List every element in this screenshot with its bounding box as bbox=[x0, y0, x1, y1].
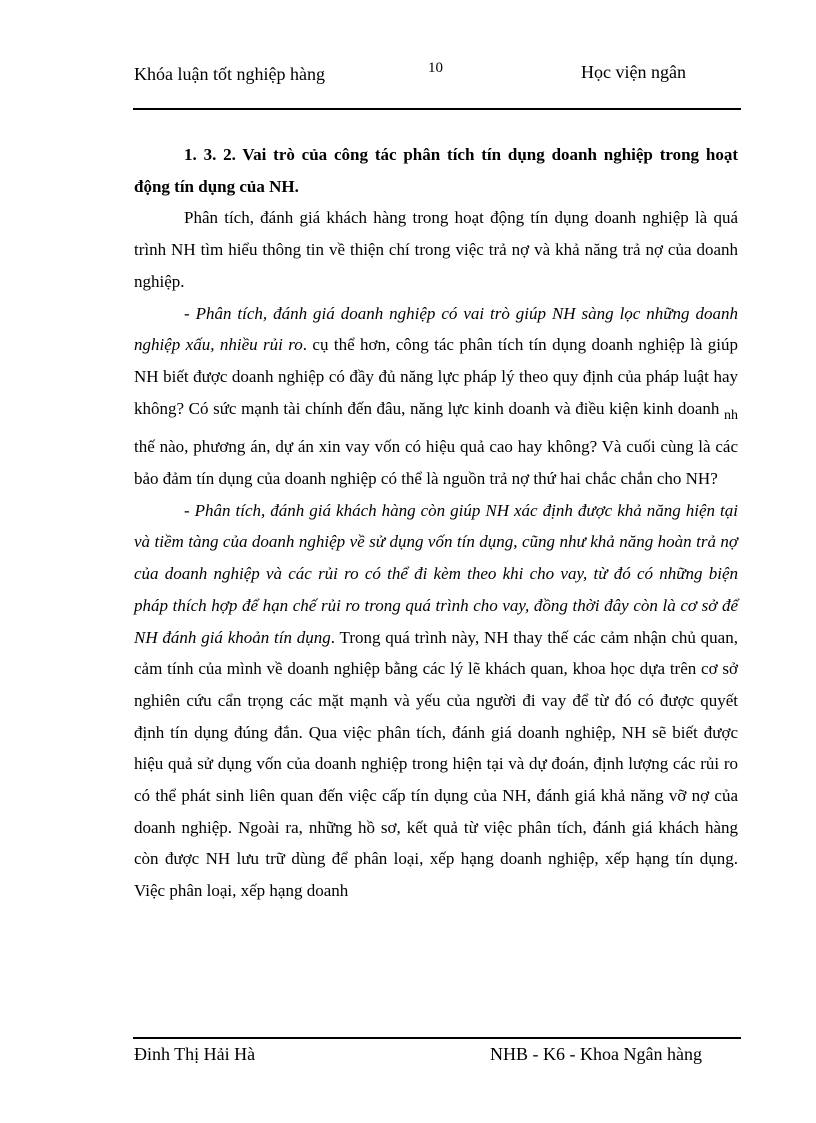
paragraph-2-text-b: thế nào, phương án, dự án xin vay vốn có hiệu quả cao hay không? Và cuối cùng là các bảo đảm tín dụng của doanh nghiệp có thể là nguồn trả nợ thứ hai chắc chắn cho NH? bbox=[134, 437, 738, 489]
footer-author: Đinh Thị Hải Hà bbox=[134, 1044, 256, 1064]
footer-divider bbox=[133, 1037, 741, 1039]
header-divider bbox=[133, 108, 741, 110]
page-body bbox=[134, 139, 738, 907]
paragraph-3-italic: - Phân tích, đánh giá khách hàng còn giúp NH xác định được khả năng hiện tại và tiềm tàng của doanh nghiệp về sử dụng vốn tín dụng, cũng như khả năng hoàn trả nợ của doanh nghiệp và các rủi ro có thể đi kèm theo khi cho vay, từ đó có những biện pháp thích hợp để hạn chế rủi ro trong quá trình cho vay, đồng thời đây còn là cơ sở để NH đánh giá khoản tín dụng bbox=[134, 500, 738, 647]
section-heading: 1. 3. 2. Vai trò của công tác phân tích tín dụng doanh nghiệp trong hoạt động tín dụng của NH. bbox=[134, 145, 738, 196]
page-number: 10 bbox=[428, 60, 443, 76]
paragraph-2-text-a: . cụ thể hơn, công tác phân tích tín dụng doanh nghiệp là giúp NH biết được doanh nghiệp có đầy đủ năng lực pháp lý theo quy định của pháp luật hay không? Có sức mạnh tài chính đến đâu, năng lực kinh doanh và điều kiện kinh doanh bbox=[134, 335, 739, 418]
header-title-right: Học viện ngân bbox=[581, 62, 686, 82]
paragraph-2-subscript: nh bbox=[724, 407, 738, 423]
paragraph-3-text: . Trong quá trình này, NH thay thế các cảm nhận chủ quan, cảm tính của mình về doanh nghiệp bằng các lý lẽ khách quan, khoa học dựa trên cơ sở nghiên cứu cẩn trọng các mặt mạnh và yếu của người đi vay để từ đó có được quyết định tín dụng đúng đắn. Qua việc phân tích, đánh giá doanh nghiệp, NH sẽ biết được hiệu quả sử dụng vốn của doanh nghiệp trong hiện tại và dự đoán, định lượng các rủi ro có thể phát sinh liên quan đến việc cấp tín dụng của NH, đánh giá khả năng vỡ nợ của doanh nghiệp. Ngoài ra, những hồ sơ, kết quả từ việc phân tích, đánh giá khách hàng còn được NH lưu trữ dùng để phân loại, xếp hạng doanh nghiệp, xếp hạng tín dụng. Việc phân loại, xếp hạng doanh bbox=[134, 627, 738, 901]
paragraph-2 bbox=[134, 298, 738, 495]
paragraph-2-italic: - Phân tích, đánh giá doanh nghiệp có vai trò giúp NH sàng lọc những doanh nghiệp xấu, nhiều rủi ro bbox=[134, 303, 738, 355]
footer-class: NHB - K6 - Khoa Ngân hàng bbox=[490, 1044, 702, 1064]
header-title-left: Khóa luận tốt nghiệp hàng bbox=[134, 64, 325, 84]
paragraph-1: Phân tích, đánh giá khách hàng trong hoạt động tín dụng doanh nghiệp là quá trình NH tìm hiểu thông tin về thiện chí trong việc trả nợ và khả năng trả nợ của doanh nghiệp. bbox=[134, 208, 738, 291]
paragraph-3 bbox=[134, 495, 738, 907]
